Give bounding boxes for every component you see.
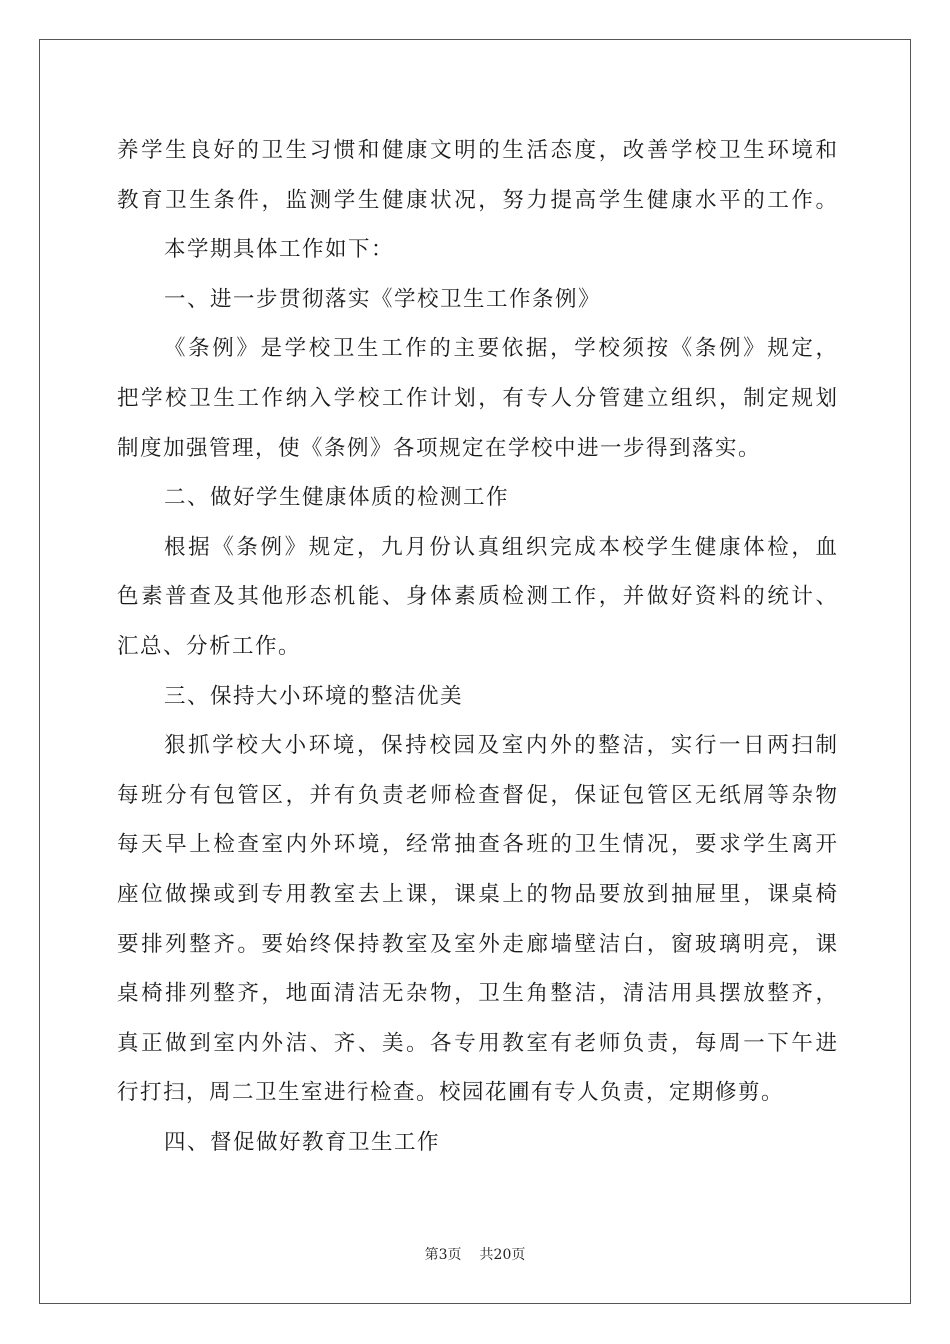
text-line: 《条例》是学校卫生工作的主要依据，学校须按《条例》规定， xyxy=(164,336,837,362)
text-line: 一、进一步贯彻落实《学校卫生工作条例》 xyxy=(164,286,602,312)
text-line: 每班分有包管区，并有负责老师检查督促，保证包管区无纸屑等杂物 xyxy=(117,782,837,808)
text-line: 根据《条例》规定，九月份认真组织完成本校学生健康体检，血 xyxy=(164,534,837,560)
text-line: 要排列整齐。要始终保持教室及室外走廊墙壁洁白，窗玻璃明亮，课 xyxy=(117,931,837,957)
text-line: 行打扫，周二卫生室进行检查。校园花圃有专人负责，定期修剪。 xyxy=(117,1080,785,1106)
text-line: 三、保持大小环境的整洁优美 xyxy=(164,683,464,709)
text-line: 二、做好学生健康体质的检测工作 xyxy=(164,485,510,511)
text-line: 本学期具体工作如下： xyxy=(164,237,395,263)
text-line: 把学校卫生工作纳入学校工作计划，有专人分管建立组织，制定规划 xyxy=(117,385,837,411)
text-line: 制度加强管理，使《条例》各项规定在学校中进一步得到落实。 xyxy=(117,435,762,461)
page-number-total: 共20页 xyxy=(479,1247,526,1263)
text-line: 桌椅排列整齐，地面清洁无杂物，卫生角整洁，清洁用具摆放整齐， xyxy=(117,981,837,1007)
text-line: 座位做操或到专用教室去上课，课桌上的物品要放到抽屉里，课桌椅 xyxy=(117,881,837,907)
text-line: 每天早上检查室内外环境，经常抽查各班的卫生情况，要求学生离开 xyxy=(117,832,837,858)
text-line: 色素普查及其他形态机能、身体素质检测工作，并做好资料的统计、 xyxy=(117,584,837,610)
text-line: 汇总、分析工作。 xyxy=(117,633,302,659)
document-body xyxy=(117,126,837,1167)
text-line: 狠抓学校大小环境，保持校园及室内外的整洁，实行一日两扫制 xyxy=(164,733,837,759)
page-footer xyxy=(0,1244,950,1264)
page-number-current: 第3页 xyxy=(424,1247,462,1263)
text-line: 真正做到室内外洁、齐、美。各专用教室有老师负责，每周一下午进 xyxy=(117,1030,837,1056)
text-line: 养学生良好的卫生习惯和健康文明的生活态度，改善学校卫生环境和 xyxy=(117,138,837,163)
text-line: 四、督促做好教育卫生工作 xyxy=(164,1129,441,1155)
text-line: 教育卫生条件，监测学生健康状况，努力提高学生健康水平的工作。 xyxy=(117,187,837,213)
